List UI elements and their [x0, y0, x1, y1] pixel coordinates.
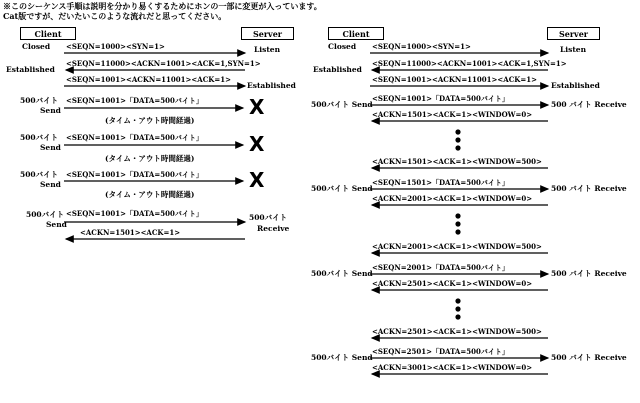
- right-dots-1: [455, 129, 460, 150]
- right-send-label-3: 500バイト Send: [311, 269, 373, 278]
- right-syn-msg: <SEQN=1000><SYN=1>: [372, 42, 471, 51]
- right-listen-state: Listen: [560, 45, 587, 54]
- left-listen-state: Listen: [254, 45, 281, 54]
- left-recv-label-a: 500バイト: [249, 213, 288, 222]
- note-line-2: Cat版ですが、だいたいこのような流れだと思ってください。: [3, 11, 227, 21]
- right-data-msg-2: <SEQN=1501>「DATA=500バイト」: [372, 178, 509, 187]
- left-recv-label-b: Receive: [257, 224, 290, 233]
- right-established-server: Established: [551, 81, 600, 90]
- right-dots-3: [455, 298, 460, 319]
- right-ackzero-msg-2: <ACKN=2001><ACK=1><WINDOW=0>: [372, 194, 533, 203]
- left-send-label-3a: 500バイト: [20, 170, 59, 179]
- right-recv-label-2: 500 バイト Receive: [551, 184, 627, 193]
- left-x-1: X: [249, 95, 265, 119]
- right-dots-2: [455, 213, 460, 234]
- right-ackzero-msg-1: <ACKN=1501><ACK=1><WINDOW=0>: [372, 110, 533, 119]
- left-established-client: Established: [6, 65, 55, 74]
- right-ackzero-msg-3: <ACKN=2501><ACK=1><WINDOW=0>: [372, 279, 533, 288]
- right-send-label-1: 500バイト Send: [311, 100, 373, 109]
- right-window-msg-3: <ACKN=2501><ACK=1><WINDOW=500>: [372, 327, 542, 336]
- right-data-msg-1: <SEQN=1001>「DATA=500バイト」: [372, 94, 509, 103]
- left-x-2: X: [249, 132, 265, 156]
- right-window-msg-1: <ACKN=1501><ACK=1><WINDOW=500>: [372, 157, 542, 166]
- right-data-msg-4: <SEQN=2501>「DATA=500バイト」: [372, 347, 509, 356]
- left-data-msg-2: <SEQN=1001>「DATA=500バイト」: [66, 133, 203, 142]
- left-send-label-1b: Send: [40, 106, 61, 115]
- left-timeout-1: (タイム・アウト時間経過): [105, 116, 195, 125]
- right-data-msg-3: <SEQN=2001>「DATA=500バイト」: [372, 263, 509, 272]
- left-syn-msg: <SEQN=1000><SYN=1>: [66, 42, 165, 51]
- left-send-label-4a: 500バイト: [26, 210, 65, 219]
- left-data-msg-3: <SEQN=1001>「DATA=500バイト」: [66, 170, 203, 179]
- left-send-label-1a: 500バイト: [20, 96, 59, 105]
- right-send-label-4: 500バイト Send: [311, 353, 373, 362]
- right-recv-label-3: 500 バイト Receive: [551, 269, 627, 278]
- left-timeout-2: (タイム・アウト時間経過): [105, 154, 195, 163]
- right-recv-label-4: 500 バイト Receive: [551, 353, 627, 362]
- left-send-label-2b: Send: [40, 143, 61, 152]
- right-send-label-2: 500バイト Send: [311, 184, 373, 193]
- left-client-box: Client: [20, 27, 76, 40]
- right-ackzero-msg-4: <ACKN=3001><ACK=1><WINDOW=0>: [372, 363, 533, 372]
- left-established-server: Established: [247, 81, 296, 90]
- right-server-box: Server: [547, 27, 600, 40]
- left-closed-state: Closed: [22, 42, 51, 51]
- right-ack-msg: <SEQN=1001><ACKN=11001><ACK=1>: [372, 75, 537, 84]
- right-synack-msg: <SEQN=11000><ACKN=1001><ACK=1,SYN=1>: [372, 59, 567, 68]
- right-established-client: Established: [313, 65, 362, 74]
- left-final-ack-msg: <ACKN=1501><ACK=1>: [80, 228, 181, 237]
- left-data-msg-1: <SEQN=1001>「DATA=500バイト」: [66, 96, 203, 105]
- left-synack-msg: <SEQN=11000><ACKN=1001><ACK=1,SYN=1>: [66, 59, 261, 68]
- left-ack-msg: <SEQN=1001><ACKN=11001><ACK=1>: [66, 75, 231, 84]
- left-data-msg-4: <SEQN=1001>「DATA=500バイト」: [66, 209, 203, 218]
- left-x-3: X: [249, 168, 265, 192]
- right-closed-state: Closed: [328, 42, 357, 51]
- left-send-label-4b: Send: [46, 220, 67, 229]
- left-server-box: Server: [241, 27, 294, 40]
- right-client-box: Client: [328, 27, 384, 40]
- right-window-msg-2: <ACKN=2001><ACK=1><WINDOW=500>: [372, 242, 542, 251]
- left-send-label-3b: Send: [40, 180, 61, 189]
- left-send-label-2a: 500バイト: [20, 133, 59, 142]
- right-recv-label-1: 500 バイト Receive: [551, 100, 627, 109]
- left-timeout-3: (タイム・アウト時間経過): [105, 190, 195, 199]
- note-line-1: ※このシーケンス手順は説明を分かり易くするためにホンの一部に変更が入っています。: [3, 1, 322, 11]
